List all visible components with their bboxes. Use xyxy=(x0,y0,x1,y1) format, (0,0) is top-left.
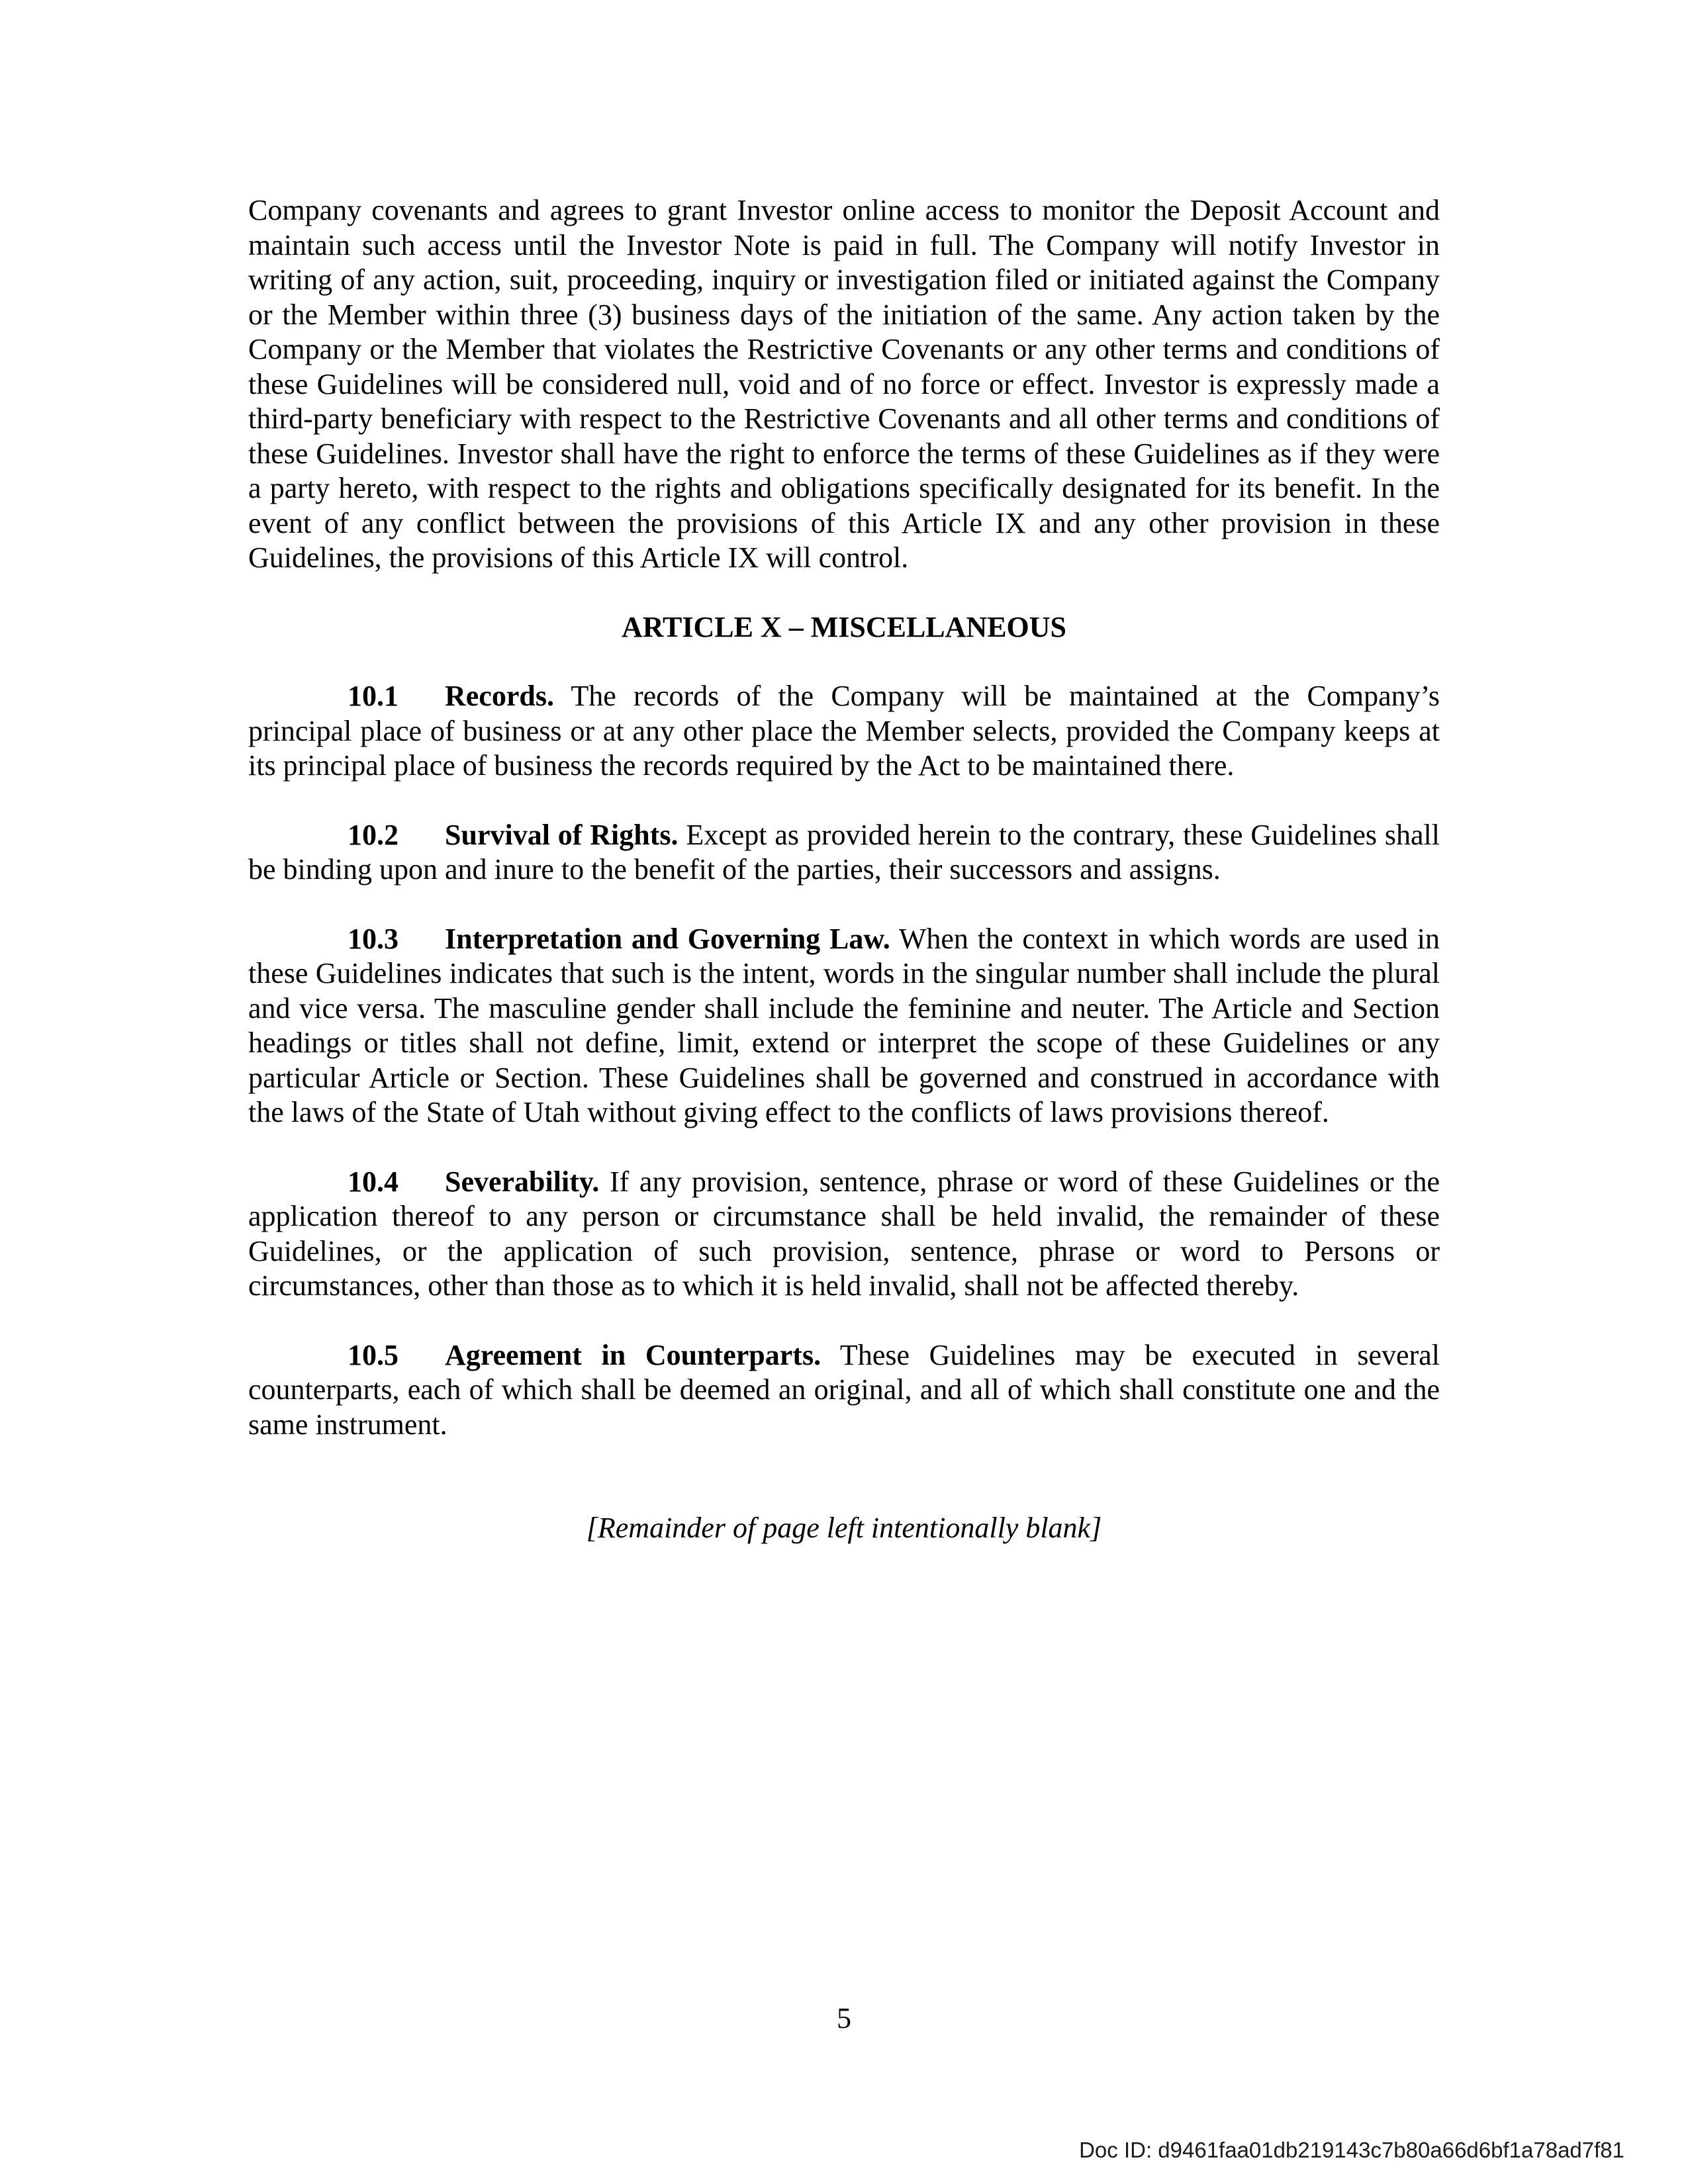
section-title: Records. xyxy=(445,680,554,712)
section-title: Agreement in Counterparts. xyxy=(445,1338,821,1371)
page-number: 5 xyxy=(837,2002,851,2034)
section-10-2 xyxy=(248,818,1440,887)
section-number: 10.4 xyxy=(348,1165,399,1198)
intro-paragraph: Company covenants and agrees to grant Investor online access to monitor the Deposit Account and maintain such access until the Investor Note is paid in full. The Company will notify Investor in writing of any action, suit, proceeding, inquiry or investigation filed or initiated against the Company or the Member within three (3) business days of the initiation of the same. Any action taken by the Company or the Member that violates the Restrictive Covenants or any other terms and conditions of these Guidelines will be considered null, void and of no force or effect. Investor is expressly made a third-party beneficiary with respect to the Restrictive Covenants and all other terms and conditions of these Guidelines. Investor shall have the right to enforce the terms of these Guidelines as if they were a party hereto, with respect to the rights and obligations specifically designated for its benefit. In the event of any conflict between the provisions of this Article IX and any other provision in these Guidelines, the provisions of this Article IX will control. xyxy=(248,194,1440,574)
section-number: 10.1 xyxy=(348,680,399,712)
section-number: 10.2 xyxy=(348,818,399,851)
section-10-3 xyxy=(248,922,1440,1130)
document-body xyxy=(248,193,1440,1546)
remainder-note: [Remainder of page left intentionally blank] xyxy=(586,1512,1102,1544)
section-text: If any provision, sentence, phrase or word of these Guidelines or the application thereof to any person or circumstance shall be held invalid, the remainder of these Guidelines, or the application of such provision, sentence, phrase or word to Persons or circumstances, other than those as to which it is held invalid, shall not be affected thereby. xyxy=(248,1165,1440,1302)
section-text: These Guidelines may be executed in several counterparts, each of which shall be deemed an original, and all of which shall constitute one and the same instrument. xyxy=(248,1338,1440,1441)
section-text: When the context in which words are used in these Guidelines indicates that such is the intent, words in the singular number shall include the plural and vice versa. The masculine gender shall include the feminine and neuter. The Article and Section headings or titles shall not define, limit, extend or interpret the scope of these Guidelines or any particular Article or Section. These Guidelines shall be governed and construed in accordance with the laws of the State of Utah without giving effect to the conflicts of laws provisions thereof. xyxy=(248,922,1440,1128)
section-10-5 xyxy=(248,1338,1440,1443)
section-title: Interpretation and Governing Law. xyxy=(445,922,890,955)
doc-id-footer: Doc ID: d9461faa01db219143c7b80a66d6bf1a78ad7f81 xyxy=(1079,2138,1624,2162)
section-title: Severability. xyxy=(445,1165,600,1198)
section-number: 10.5 xyxy=(348,1338,399,1371)
section-text: The records of the Company will be maintained at the Company’s principal place of business or at any other place the Member selects, provided the Company keeps at its principal place of business the records required by the Act to be maintained there. xyxy=(248,680,1440,782)
section-10-1 xyxy=(248,679,1440,784)
section-number: 10.3 xyxy=(348,922,399,955)
section-10-4 xyxy=(248,1165,1440,1304)
article-heading: ARTICLE X – MISCELLANEOUS xyxy=(621,610,1067,643)
section-text: Except as provided herein to the contrary, these Guidelines shall be binding upon and inure to the benefit of the parties, their successors and assigns. xyxy=(248,818,1440,886)
section-title: Survival of Rights. xyxy=(445,818,679,851)
